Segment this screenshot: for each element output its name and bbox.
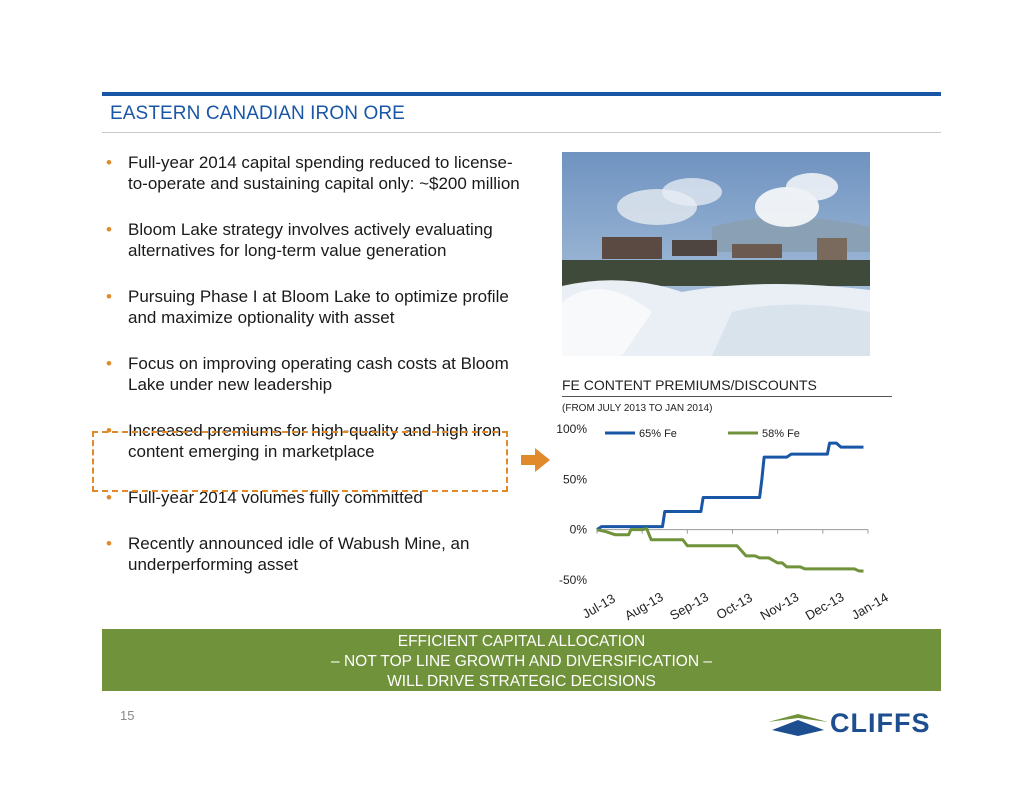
key-message-banner	[102, 629, 941, 691]
bullet-marker: •	[106, 354, 112, 373]
bullet-item	[106, 286, 526, 328]
company-logo-text: CLIFFS	[830, 708, 931, 738]
series-line-fe58	[597, 529, 863, 571]
x-tick-label: Sep-13	[667, 589, 711, 623]
bullet-text: Increased premiums for high-quality and high iron content emerging in marketplace	[128, 421, 502, 461]
bullet-marker: •	[106, 220, 112, 239]
bullet-text: Pursuing Phase I at Bloom Lake to optimize profile and maximize optionality with asset	[128, 287, 509, 327]
x-tick-label: Dec-13	[802, 589, 847, 623]
header-top-rule	[102, 92, 941, 96]
page-number: 15	[120, 708, 135, 723]
bullet-marker: •	[106, 534, 112, 553]
bullet-text: Focus on improving operating cash costs at Bloom Lake under new leadership	[128, 354, 509, 394]
bullet-text: Full-year 2014 volumes fully committed	[128, 488, 423, 507]
bullet-list	[106, 152, 526, 600]
x-tick-label: Jan-14	[848, 589, 891, 623]
bullet-text: Bloom Lake strategy involves actively evaluating alternatives for long-term value generation	[128, 220, 493, 260]
bullet-item	[106, 533, 526, 575]
bullet-marker: •	[106, 287, 112, 306]
bullet-text: Full-year 2014 capital spending reduced to license-to-operate and sustaining capital only: ~$200 million	[128, 153, 520, 193]
x-tick-label: Aug-13	[622, 589, 666, 623]
highlight-dashed-box	[92, 431, 508, 492]
bullet-item	[106, 219, 526, 261]
y-tick-label: 50%	[562, 472, 587, 487]
bullet-text: Recently announced idle of Wabush Mine, an underperforming asset	[128, 534, 470, 574]
x-tick-label: Jul-13	[579, 590, 618, 622]
chart-subheading: (FROM JULY 2013 TO JAN 2014)	[562, 403, 713, 414]
bullet-marker: •	[106, 153, 112, 172]
y-tick-label: 0%	[569, 522, 587, 537]
page-title: EASTERN CANADIAN IRON ORE	[110, 103, 405, 124]
fe-premiums-line-chart	[535, 418, 895, 623]
x-tick-label: Nov-13	[757, 589, 802, 623]
header-divider	[102, 132, 941, 133]
mine-site-photo	[562, 152, 870, 356]
banner-line-1: EFFICIENT CAPITAL ALLOCATION	[397, 633, 646, 650]
y-tick-label: 100%	[556, 422, 587, 436]
bullet-marker: •	[106, 488, 112, 507]
chart-heading: FE CONTENT PREMIUMS/DISCOUNTS	[562, 377, 817, 393]
x-tick-label: Oct-13	[713, 589, 755, 623]
chart-heading-rule	[562, 396, 892, 397]
banner-line-3: WILL DRIVE STRATEGIC DECISIONS	[387, 673, 656, 690]
series-line-fe65	[597, 443, 863, 530]
banner-line-2: – NOT TOP LINE GROWTH AND DIVERSIFICATION –	[331, 653, 712, 670]
legend-label: 65% Fe	[639, 428, 677, 440]
bullet-marker: •	[106, 421, 112, 440]
legend-label: 58% Fe	[762, 428, 800, 440]
bullet-item	[106, 152, 526, 194]
bullet-item	[106, 353, 526, 395]
y-tick-label: -50%	[558, 573, 587, 587]
